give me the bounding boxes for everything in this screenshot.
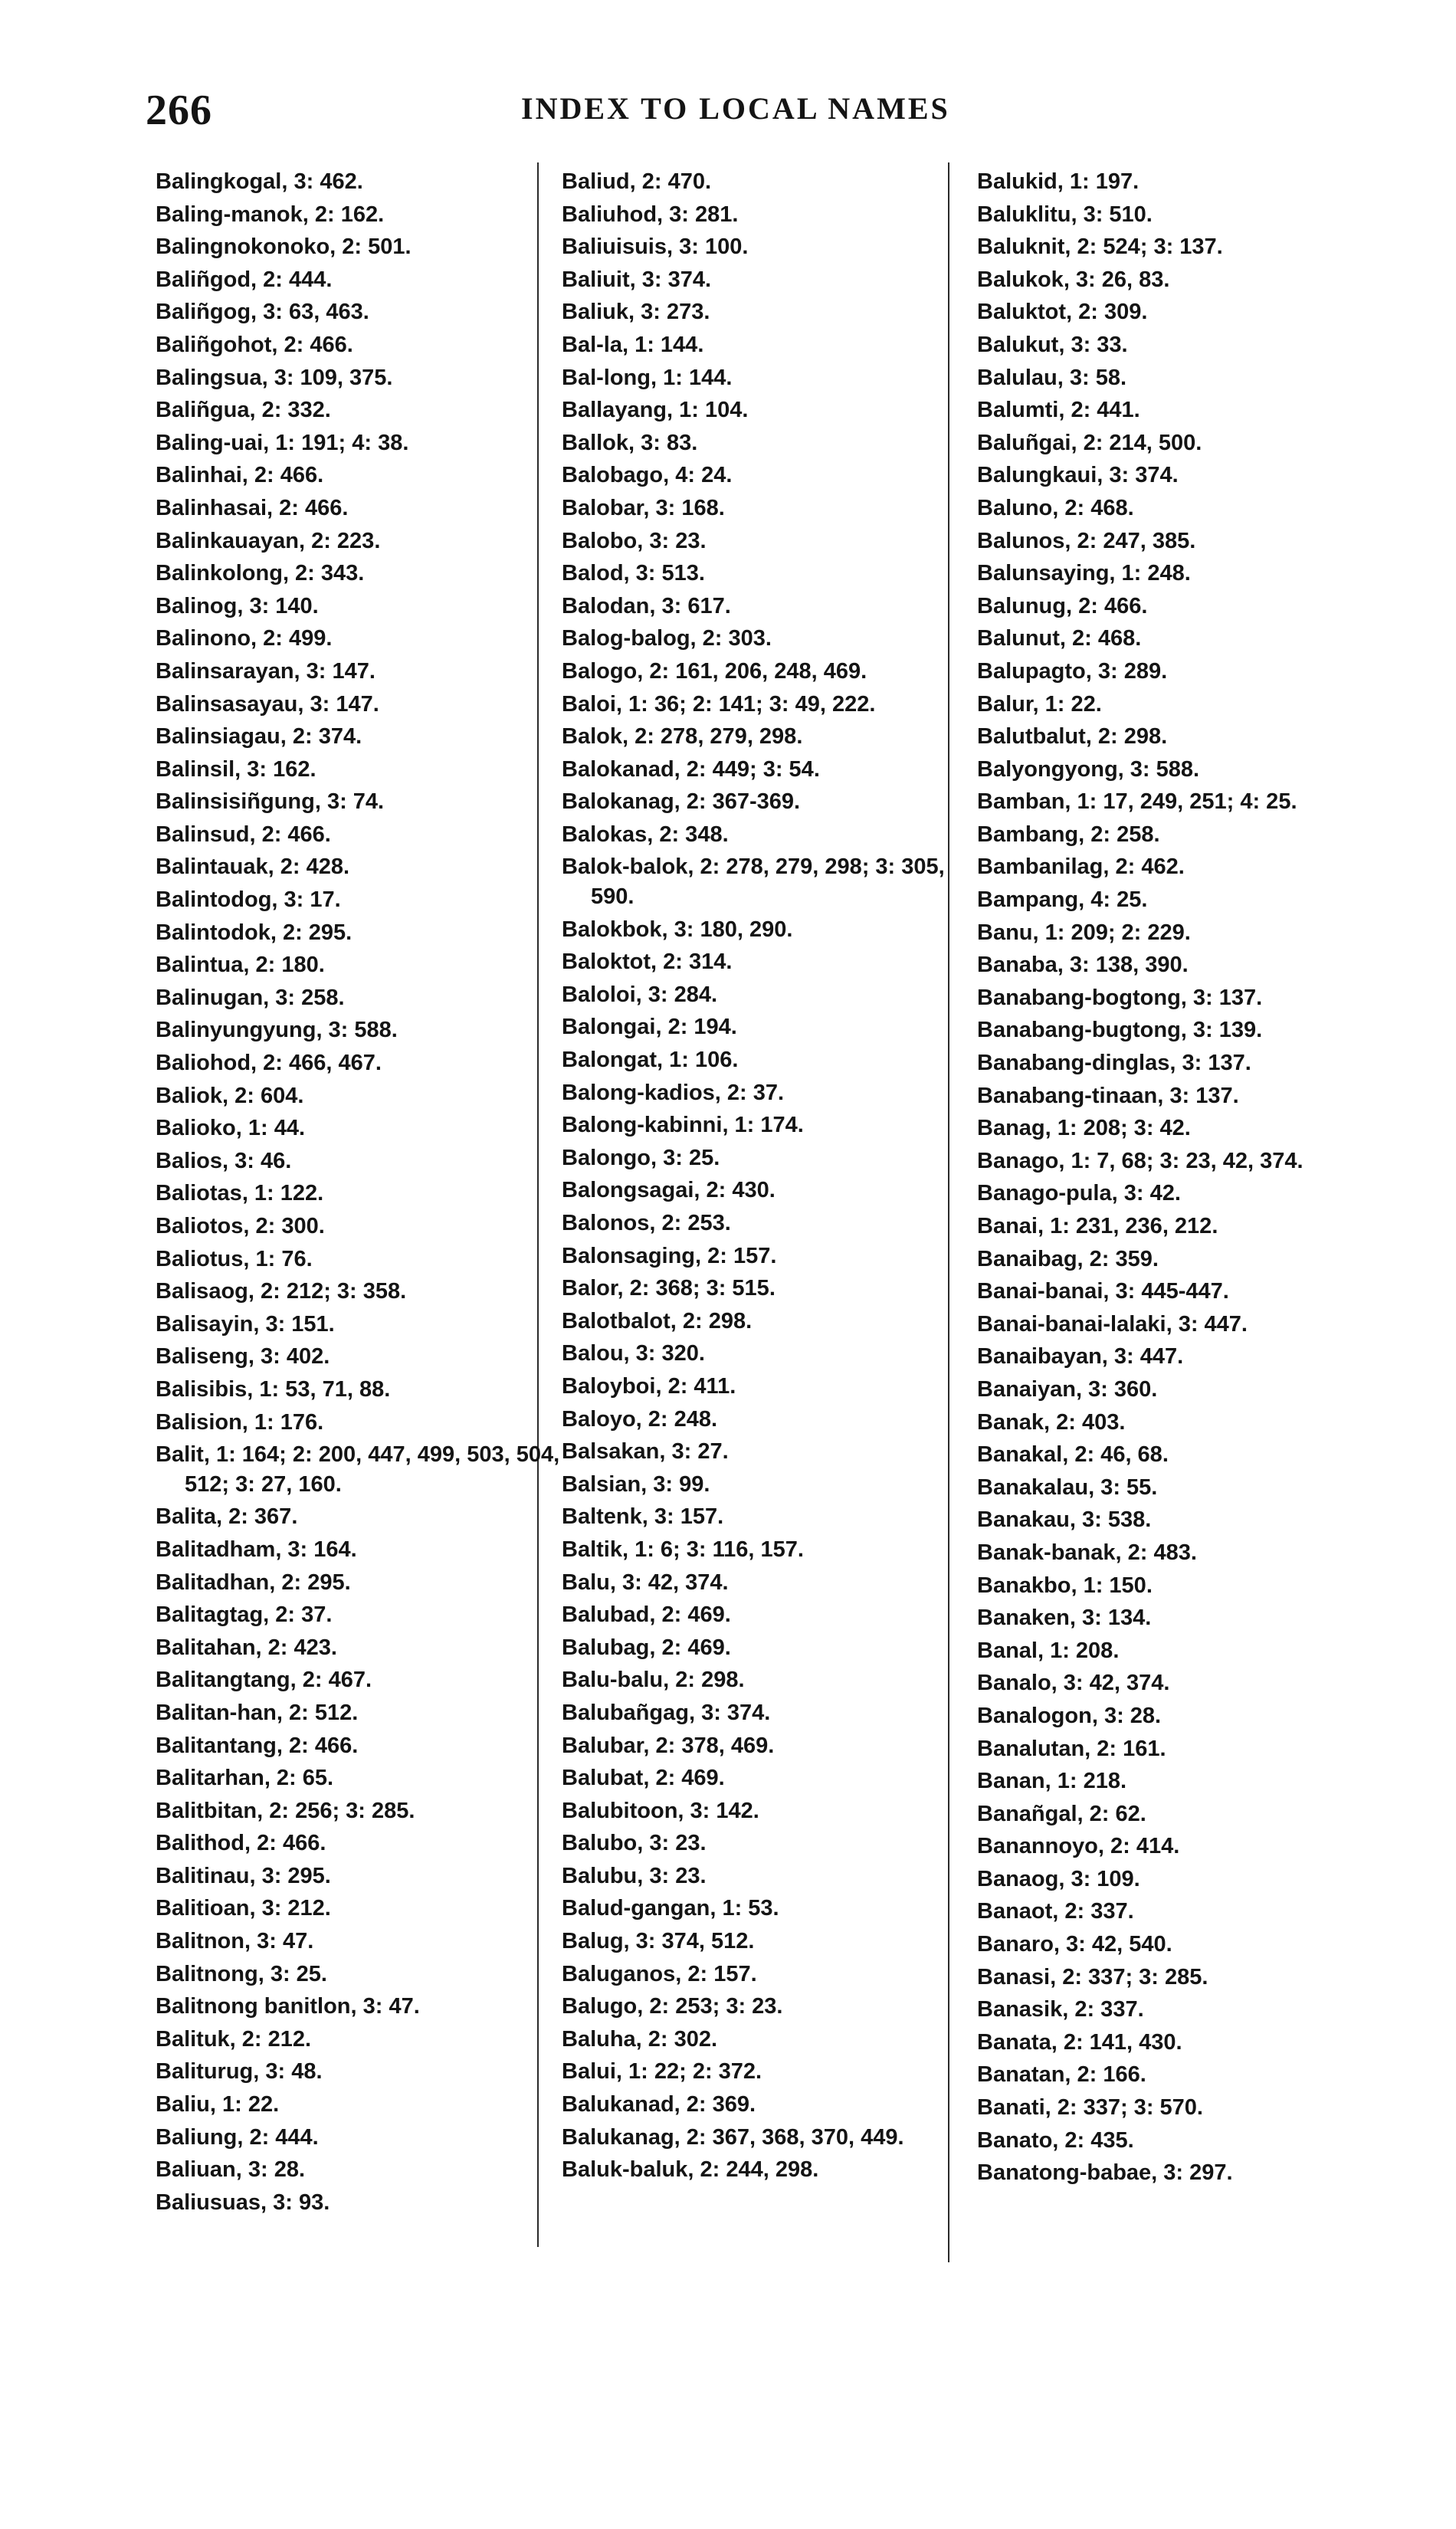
index-entry: Baliuhod, 3: 281. (562, 202, 739, 227)
index-entry: Baliok, 2: 604. (156, 1083, 304, 1108)
index-entry: Balsian, 3: 99. (562, 1471, 710, 1497)
index-entry: Balugo, 2: 253; 3: 23. (562, 1994, 783, 2019)
index-entry: Balitantang, 2: 466. (156, 1733, 359, 1758)
index-entry: Balubat, 2: 469. (562, 1766, 725, 1791)
index-entry: Banabang-tinaan, 3: 137. (977, 1083, 1239, 1108)
index-entry: Balod, 3: 513. (562, 561, 705, 586)
index-entry: Balinyungyung, 3: 588. (156, 1018, 398, 1043)
index-entry: Bal-la, 1: 144. (562, 332, 704, 357)
index-entry: Balisayin, 3: 151. (156, 1311, 335, 1337)
index-entry: Balitangtang, 2: 467. (156, 1668, 372, 1693)
index-entry: Balisaog, 2: 212; 3: 358. (156, 1279, 407, 1304)
index-entry: Banannoyo, 2: 414. (977, 1834, 1180, 1859)
index-entry: Baloktot, 2: 314. (562, 950, 733, 975)
index-entry: Banago-pula, 3: 42. (977, 1181, 1181, 1206)
index-entry: Bambang, 2: 258. (977, 822, 1160, 847)
index-column-1 (156, 167, 585, 2220)
index-entry: Baluha, 2: 302. (562, 2026, 718, 2052)
index-entry: Balita, 2: 367. (156, 1504, 298, 1530)
index-entry: Baluk-baluk, 2: 244, 298. (562, 2157, 819, 2183)
index-entry: Banai-banai-lalaki, 3: 447. (977, 1311, 1248, 1337)
index-entry: Banabang-bogtong, 3: 137. (977, 985, 1263, 1010)
index-entry: Balintua, 2: 180. (156, 953, 325, 978)
index-entry: Baloloi, 3: 284. (562, 982, 718, 1007)
index-entry: Baluklitu, 3: 510. (977, 202, 1153, 227)
index-entry: Balok, 2: 278, 279, 298. (562, 724, 803, 750)
index-entry: Balonos, 2: 253. (562, 1211, 731, 1235)
index-entry: Balyongyong, 3: 588. (977, 756, 1200, 782)
index-entry: Banak-banak, 2: 483. (977, 1540, 1197, 1565)
index-entry: Balokbok, 3: 180, 290. (562, 917, 793, 942)
index-entry: Banatan, 2: 166. (977, 2062, 1146, 2088)
index-entry: Balokas, 2: 348. (562, 822, 729, 847)
index-entry: Bamban, 1: 17, 249, 251; 4: 25. (977, 789, 1297, 815)
index-entry: Balotbalot, 2: 298. (562, 1308, 753, 1333)
index-entry: Banabang-dinglas, 3: 137. (977, 1051, 1251, 1076)
index-entry: Baluganos, 2: 157. (562, 1961, 757, 1986)
index-entry: Balobago, 4: 24. (562, 463, 733, 488)
index-entry: Balinsud, 2: 466. (156, 822, 331, 847)
index-entry: Balisibis, 1: 53, 71, 88. (156, 1376, 391, 1402)
index-entry: Balukanad, 2: 369. (562, 2092, 756, 2117)
index-entry: Balitinau, 3: 295. (156, 1863, 331, 1888)
index-entry: Balunos, 2: 247, 385. (977, 528, 1196, 553)
index-entry: Baluktot, 2: 309. (977, 300, 1148, 325)
index-entry: Balog-balog, 2: 303. (562, 626, 772, 651)
index-entry: Baltik, 1: 6; 3: 116, 157. (562, 1537, 804, 1562)
index-entry: Baliuan, 3: 28. (156, 2157, 306, 2183)
index-entry: Balinsiagau, 2: 374. (156, 724, 362, 750)
index-entry: Balitnong, 3: 25. (156, 1961, 327, 1986)
index-entry: Baliud, 2: 470. (562, 169, 712, 194)
index-entry: Baliñgohot, 2: 466. (156, 332, 353, 357)
index-entry: Bampang, 4: 25. (977, 887, 1148, 913)
index-entry: Balui, 1: 22; 2: 372. (562, 2059, 762, 2085)
index-entry: Bal-long, 1: 144. (562, 365, 733, 390)
index-entry: Banati, 2: 337; 3: 570. (977, 2095, 1203, 2121)
index-entry: Balogo, 2: 161, 206, 248, 469. (562, 658, 867, 684)
index-entry: Baliuisuis, 3: 100. (562, 235, 749, 260)
index-entry: Balintauak, 2: 428. (156, 854, 350, 880)
index-entry: Balios, 3: 46. (156, 1148, 292, 1173)
index-entry: Bambanilag, 2: 462. (977, 854, 1185, 880)
index-entry: Banaiyan, 3: 360. (977, 1376, 1158, 1402)
index-entry: Baliñgua, 2: 332. (156, 398, 331, 423)
index-entry: Balong-kadios, 2: 37. (562, 1080, 785, 1105)
index-entry: Balungkaui, 3: 374. (977, 463, 1179, 488)
index-entry: Baliturug, 3: 48. (156, 2059, 323, 2085)
index-entry: Banaibag, 2: 359. (977, 1246, 1159, 1271)
index-entry: Balokanad, 2: 449; 3: 54. (562, 756, 820, 782)
index-entry: Balubag, 2: 469. (562, 1635, 731, 1660)
index-entry: Banu, 1: 209; 2: 229. (977, 920, 1191, 945)
index-entry: Balingnokonoko, 2: 501. (156, 235, 412, 260)
index-entry: Balsakan, 3: 27. (562, 1439, 729, 1465)
index-entry: Balinkauayan, 2: 223. (156, 528, 381, 553)
index-entry: Balision, 1: 176. (156, 1409, 324, 1435)
index-entry: Balongat, 1: 106. (562, 1048, 739, 1073)
index-entry: Balubo, 3: 23. (562, 1831, 707, 1856)
index-entry: Balitadhan, 2: 295. (156, 1570, 351, 1595)
index-entry: Baloyboi, 2: 411. (562, 1373, 736, 1399)
index-entry: Balintodok, 2: 295. (156, 920, 353, 945)
index-entry: Banakalau, 3: 55. (977, 1474, 1158, 1500)
index-entry: Balintodog, 3: 17. (156, 887, 341, 913)
index-entry: Balubad, 2: 469. (562, 1602, 731, 1628)
index-entry: Balingsua, 3: 109, 375. (156, 365, 393, 390)
index-entry: Baltenk, 3: 157. (562, 1504, 724, 1530)
index-entry: Balubar, 2: 378, 469. (562, 1733, 775, 1758)
index-entry: Balokanag, 2: 367-369. (562, 789, 801, 815)
index-entry: Balukut, 3: 33. (977, 332, 1128, 357)
index-entry: Balitan-han, 2: 512. (156, 1700, 359, 1725)
index-entry: Balukid, 1: 197. (977, 169, 1140, 194)
index-entry: Balulau, 3: 58. (977, 365, 1127, 390)
index-entry: Banalo, 3: 42, 374. (977, 1671, 1170, 1696)
index-entry: Balingkogal, 3: 462. (156, 169, 363, 194)
index-entry: Balur, 1: 22. (977, 691, 1102, 717)
index-entry: Banalogon, 3: 28. (977, 1703, 1162, 1728)
index-entry: Banakbo, 1: 150. (977, 1573, 1153, 1598)
index-entry: Balobar, 3: 168. (562, 495, 725, 520)
index-entry: Balinhai, 2: 466. (156, 463, 324, 488)
index-entry: Baluno, 2: 468. (977, 495, 1134, 520)
index-entry: Banago, 1: 7, 68; 3: 23, 42, 374. (977, 1148, 1304, 1173)
index-entry: Balu-balu, 2: 298. (562, 1668, 745, 1693)
index-entry: Balinkolong, 2: 343. (156, 561, 365, 586)
index-entry: Baliohod, 2: 466, 467. (156, 1051, 382, 1076)
index-entry: Banakau, 3: 538. (977, 1507, 1152, 1533)
index-entry: Balongo, 3: 25. (562, 1145, 720, 1170)
running-title: INDEX TO LOCAL NAMES (521, 91, 950, 126)
index-entry: Balubañgag, 3: 374. (562, 1700, 771, 1725)
index-entry: Banai, 1: 231, 236, 212. (977, 1214, 1218, 1238)
index-entry: Balunsaying, 1: 248. (977, 561, 1191, 586)
index-entry: Baliotas, 1: 122. (156, 1181, 324, 1206)
index-entry: Balongsagai, 2: 430. (562, 1178, 776, 1203)
index-entry: Balitagtag, 2: 37. (156, 1602, 333, 1628)
index-entry: Baliusuas, 3: 93. (156, 2190, 330, 2215)
index-entry: Balinugan, 3: 258. (156, 985, 345, 1010)
index-entry: Balitnon, 3: 47. (156, 1929, 314, 1954)
index-entry: Banaken, 3: 134. (977, 1606, 1152, 1631)
index-entry: Balinsarayan, 3: 147. (156, 658, 375, 684)
index-entry: Baloi, 1: 36; 2: 141; 3: 49, 222. (562, 691, 876, 717)
index-entry: Balinsil, 3: 162. (156, 756, 316, 782)
index-entry: Balitioan, 3: 212. (156, 1896, 331, 1921)
index-entry: Banaro, 3: 42, 540. (977, 1932, 1172, 1957)
index-entry: Baluñgai, 2: 214, 500. (977, 430, 1202, 455)
index-entry: Banasik, 2: 337. (977, 1997, 1144, 2022)
index-entry: Balutbalut, 2: 298. (977, 724, 1168, 750)
index-entry: Banabang-bugtong, 3: 139. (977, 1018, 1263, 1043)
index-entry: Banatong-babae, 3: 297. (977, 2160, 1233, 2186)
index-entry: Balonsaging, 2: 157. (562, 1243, 777, 1268)
index-column-3 (977, 167, 1406, 2191)
index-entry: Baling-manok, 2: 162. (156, 202, 385, 227)
index-entry: Banato, 2: 435. (977, 2127, 1134, 2153)
index-entry: Baliñgog, 3: 63, 463. (156, 300, 369, 325)
index-entry: Balukok, 3: 26, 83. (977, 267, 1170, 292)
index-entry: Baluknit, 2: 524; 3: 137. (977, 235, 1223, 260)
index-entry: Balok-balok, 2: 278, 279, 298; 3: 305, 590. (562, 854, 945, 910)
index-entry: Balinhasai, 2: 466. (156, 495, 349, 520)
index-entry: Balitarhan, 2: 65. (156, 1766, 334, 1791)
index-entry: Balinsisiñgung, 3: 74. (156, 789, 385, 815)
index-entry: Balunut, 2: 468. (977, 626, 1142, 651)
index-entry: Balupagto, 3: 289. (977, 658, 1168, 684)
index-entry: Balongai, 2: 194. (562, 1015, 737, 1040)
index-entry: Balud-gangan, 1: 53. (562, 1896, 779, 1921)
index-entry: Baliuit, 3: 374. (562, 267, 712, 292)
index-entry: Balubitoon, 3: 142. (562, 1798, 759, 1823)
index-entry: Banakal, 2: 46, 68. (977, 1442, 1169, 1468)
index-entry: Balong-kabinni, 1: 174. (562, 1113, 804, 1138)
index-entry: Balinog, 3: 140. (156, 593, 319, 618)
index-entry: Balunug, 2: 466. (977, 593, 1148, 618)
index-entry: Baliseng, 3: 402. (156, 1344, 330, 1369)
index-entry: Banan, 1: 218. (977, 1769, 1127, 1794)
index-entry: Balou, 3: 320. (562, 1341, 705, 1366)
index-entry: Banal, 1: 208. (977, 1638, 1120, 1663)
index-entry: Balituk, 2: 212. (156, 2026, 312, 2052)
index-entry: Balitahan, 2: 423. (156, 1635, 337, 1660)
index-entry: Balukanag, 2: 367, 368, 370, 449. (562, 2124, 904, 2150)
index-entry: Banaog, 3: 109. (977, 1866, 1140, 1891)
index-entry: Banaibayan, 3: 447. (977, 1344, 1184, 1369)
index-entry: Balug, 3: 374, 512. (562, 1929, 755, 1954)
index-entry: Balitnong banitlon, 3: 47. (156, 1994, 420, 2019)
index-entry: Banaba, 3: 138, 390. (977, 953, 1189, 978)
page-number: 266 (146, 87, 212, 134)
index-entry: Banai-banai, 3: 445-447. (977, 1279, 1229, 1304)
index-entry: Balobo, 3: 23. (562, 528, 707, 553)
index-entry: Banaot, 2: 337. (977, 1899, 1134, 1924)
index-entry: Balitbitan, 2: 256; 3: 285. (156, 1798, 415, 1823)
index-entry: Banag, 1: 208; 3: 42. (977, 1116, 1191, 1141)
index-entry: Balinono, 2: 499. (156, 626, 333, 651)
index-entry: Banata, 2: 141, 430. (977, 2029, 1182, 2055)
index-entry: Balubu, 3: 23. (562, 1863, 707, 1888)
index-entry: Banasi, 2: 337; 3: 285. (977, 1964, 1208, 1989)
index-entry: Balioko, 1: 44. (156, 1116, 306, 1141)
index-entry: Baliñgod, 2: 444. (156, 267, 333, 292)
index-entry: Balumti, 2: 441. (977, 398, 1140, 423)
index-entry: Baloyo, 2: 248. (562, 1406, 718, 1432)
index-entry: Balodan, 3: 617. (562, 593, 731, 618)
index-entry: Baliung, 2: 444. (156, 2124, 319, 2150)
index-entry: Banalutan, 2: 161. (977, 1736, 1166, 1761)
index-entry: Baliotus, 1: 76. (156, 1246, 313, 1271)
index-entry: Balitadham, 3: 164. (156, 1537, 357, 1562)
index-entry: Balu, 3: 42, 374. (562, 1570, 729, 1595)
index-entry: Baling-uai, 1: 191; 4: 38. (156, 430, 409, 455)
index-entry: Balithod, 2: 466. (156, 1831, 326, 1856)
index-entry: Balit, 1: 164; 2: 200, 447, 499, 503, 504, 512; 3: 27, 160. (156, 1442, 560, 1497)
index-entry: Banañgal, 2: 62. (977, 1801, 1146, 1826)
index-entry: Banak, 2: 403. (977, 1409, 1126, 1435)
index-entry: Baliuk, 3: 273. (562, 300, 710, 325)
index-entry: Balor, 2: 368; 3: 515. (562, 1276, 776, 1301)
index-entry: Baliu, 1: 22. (156, 2092, 280, 2117)
index-entry: Balinsasayau, 3: 147. (156, 691, 379, 717)
index-entry: Ballok, 3: 83. (562, 430, 698, 455)
index-entry: Ballayang, 1: 104. (562, 398, 749, 423)
index-column-2 (562, 167, 991, 2188)
index-entry: Baliotos, 2: 300. (156, 1214, 325, 1238)
